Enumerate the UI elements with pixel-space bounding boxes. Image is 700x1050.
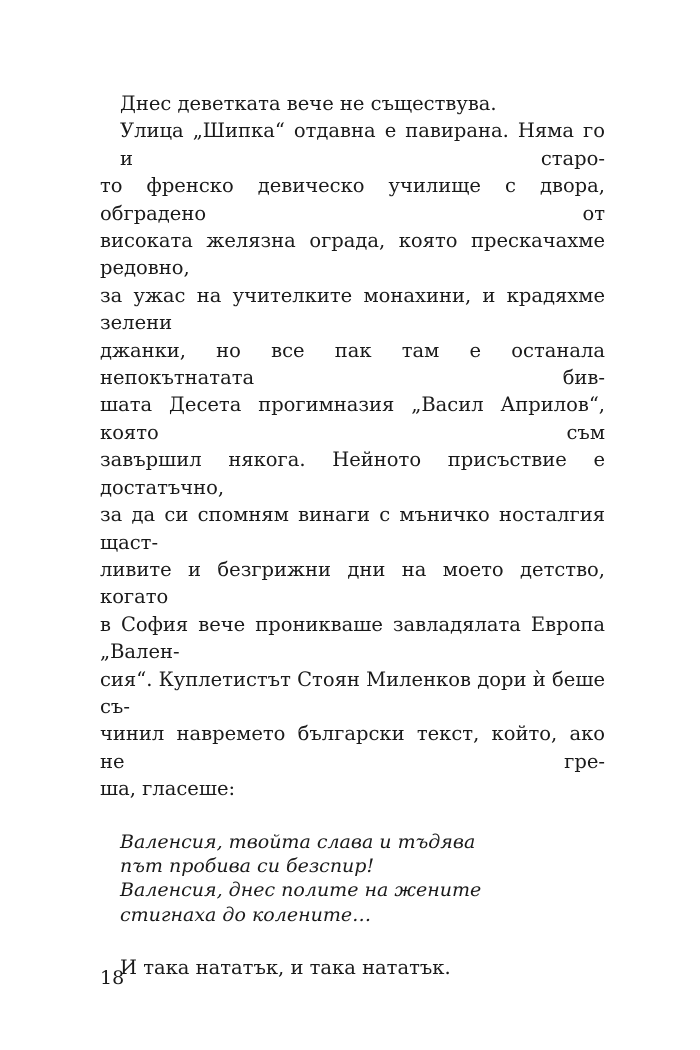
verse-line: Валенсия, днес полите на жените (120, 879, 482, 902)
paragraph-main (100, 117, 605, 802)
verse-line: път пробива си безспир! (120, 854, 375, 877)
text-line: шата Десета прогимназия „Васил Априлов“, която съм (100, 393, 605, 444)
paragraph-closing: И така нататък, и така нататък. (120, 956, 451, 980)
body-text (100, 90, 605, 982)
text-line: сия“. Куплетистът Стоян Миленков дори ѝ беше съ- (100, 667, 605, 718)
text-line: ша, гласеше: (100, 777, 236, 801)
text-line: високата желязна ограда, която прескачахме редовно, (100, 229, 605, 280)
spacer (100, 927, 605, 954)
text-line: ливите и безгрижни дни на моето детство, когато (100, 557, 605, 609)
verse-line: стигнаха до колените… (120, 903, 372, 926)
text-line: за да си спомням винаги с мъничко носталгия щаст- (100, 503, 605, 554)
text-line: в София вече проникваше завладялата Европа „Вален- (100, 612, 605, 664)
text-line: чинил навремето български текст, който, ако не гре- (100, 722, 605, 773)
text-line: Улица „Шипка“ отдавна е павирана. Няма го и старо- (120, 119, 605, 170)
page-number: 18 (100, 967, 125, 989)
spacer (100, 803, 605, 830)
text-line: за ужас на учителките монахини, и крадяхме зелени (100, 283, 605, 335)
verse-quote (100, 830, 605, 928)
paragraph-opening: Днес деветката вече не съществува. (120, 92, 497, 115)
text-line: джанки, но все пак там е останала непокътнатата бив- (100, 338, 605, 390)
text-line: то френско девическо училище с двора, обградено от (100, 174, 605, 225)
text-line: завършил някога. Нейното присъствие е достатъчно, (100, 448, 605, 499)
verse-line: Валенсия, твойта слава и тъдява (120, 830, 476, 853)
